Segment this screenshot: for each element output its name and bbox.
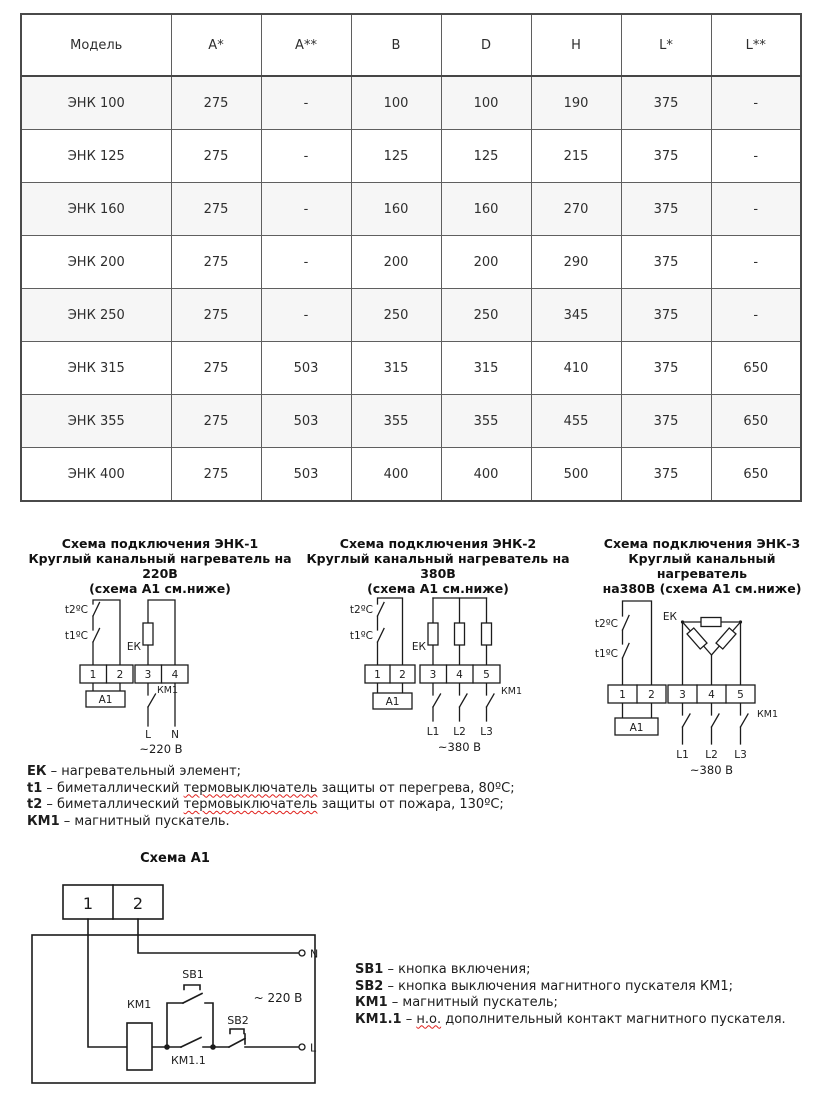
diagram3-schematic bbox=[585, 586, 820, 796]
l2-label: L2 bbox=[453, 726, 466, 738]
l1-label: L1 bbox=[426, 726, 440, 738]
table-row bbox=[21, 289, 801, 342]
thermal-switch-t1-blade bbox=[93, 629, 100, 643]
table-cell: ЭНК 315 bbox=[21, 342, 171, 395]
table-cell: 375 bbox=[621, 342, 711, 395]
legend-term: ЕК bbox=[27, 764, 47, 779]
table-cell: 290 bbox=[531, 236, 621, 289]
table-cell: 345 bbox=[531, 289, 621, 342]
t1-label: t1ºC bbox=[349, 630, 373, 642]
table-cell: 275 bbox=[171, 289, 261, 342]
table-row bbox=[21, 76, 801, 130]
table-cell: 400 bbox=[351, 448, 441, 502]
table-cell: - bbox=[711, 236, 801, 289]
legend-text: – нагревательный элемент; bbox=[50, 764, 242, 779]
legend-line bbox=[355, 979, 786, 996]
terminal-5: 5 bbox=[737, 689, 744, 701]
l3-label: L3 bbox=[734, 749, 747, 761]
schema-a1-legend bbox=[355, 962, 786, 1028]
voltage-label: ~ 220 В bbox=[253, 991, 303, 1005]
table-cell: - bbox=[711, 289, 801, 342]
a1-label: А1 bbox=[98, 694, 113, 706]
table-cell: 200 bbox=[351, 236, 441, 289]
voltage-label: ~380 В bbox=[689, 763, 734, 777]
km1-label: КМ1 bbox=[501, 686, 522, 697]
legend-term: КМ1 bbox=[27, 813, 60, 829]
legend-term: КМ1 bbox=[355, 995, 388, 1010]
diagram1-schematic bbox=[40, 586, 290, 766]
voltage-label: ~220 В bbox=[139, 742, 183, 756]
a1-label: А1 bbox=[385, 696, 400, 708]
diagram3-title-line1: Схема подключения ЭНК-3 bbox=[603, 536, 801, 551]
misspelled-word: н.о. bbox=[416, 1011, 442, 1027]
terminal-4: 4 bbox=[708, 689, 715, 701]
table-cell: 275 bbox=[171, 76, 261, 130]
l-terminal-circle bbox=[299, 1044, 305, 1050]
table-cell: 503 bbox=[261, 342, 351, 395]
sb2-label: SB2 bbox=[227, 1014, 249, 1027]
km1-coil bbox=[127, 1023, 152, 1070]
legend-text: защиты от пожара, 130ºС; bbox=[317, 797, 504, 812]
table-row bbox=[21, 448, 801, 502]
table-row bbox=[21, 342, 801, 395]
column-header: D bbox=[441, 14, 531, 76]
table-cell: ЭНК 250 bbox=[21, 289, 171, 342]
schema-a1-schematic bbox=[25, 872, 325, 1092]
terminal-2: 2 bbox=[648, 689, 655, 701]
table-row bbox=[21, 130, 801, 183]
table-cell: 200 bbox=[441, 236, 531, 289]
diagram1-title-line1: Схема подключения ЭНК-1 bbox=[61, 536, 259, 551]
misspelled-word: термовыключатель bbox=[183, 797, 318, 812]
table-cell: 650 bbox=[711, 395, 801, 448]
table-cell: - bbox=[261, 183, 351, 236]
table-cell: 375 bbox=[621, 448, 711, 502]
table-cell: 250 bbox=[441, 289, 531, 342]
column-header: A* bbox=[171, 14, 261, 76]
t1-label: t1ºC bbox=[64, 630, 88, 642]
column-header: Модель bbox=[21, 14, 171, 76]
terminal-1: 1 bbox=[619, 689, 626, 701]
table-row bbox=[21, 236, 801, 289]
voltage-label: ~380 В bbox=[437, 740, 482, 754]
l3-label: L3 bbox=[480, 726, 493, 738]
km1-label: КМ1 bbox=[157, 685, 178, 696]
legend-term: SB1 bbox=[355, 962, 384, 977]
table-row bbox=[21, 395, 801, 448]
dimensions-table bbox=[20, 13, 802, 502]
table-cell: 275 bbox=[171, 236, 261, 289]
column-header: B bbox=[351, 14, 441, 76]
table-cell: 455 bbox=[531, 395, 621, 448]
ek-label: ЕК bbox=[411, 641, 426, 653]
table-cell: ЭНК 355 bbox=[21, 395, 171, 448]
junction-dot bbox=[164, 1044, 170, 1050]
table-cell: 100 bbox=[441, 76, 531, 130]
legend-text: – магнитный пускатель. bbox=[63, 813, 230, 829]
table-cell: 355 bbox=[351, 395, 441, 448]
terminal-5: 5 bbox=[483, 669, 490, 681]
terminal-1: 1 bbox=[374, 669, 381, 681]
terminal-1: 1 bbox=[89, 669, 97, 681]
table-cell: 275 bbox=[171, 448, 261, 502]
table-cell: 355 bbox=[441, 395, 531, 448]
table-cell: 100 bbox=[351, 76, 441, 130]
terminal-3: 3 bbox=[144, 669, 152, 681]
legend-term: КМ1.1 bbox=[355, 1011, 402, 1027]
legend-line bbox=[27, 797, 515, 814]
legend-term: SB2 bbox=[355, 978, 384, 994]
table-cell: 375 bbox=[621, 76, 711, 130]
legend-text: – кнопка включения; bbox=[387, 962, 531, 977]
table-cell: 503 bbox=[261, 448, 351, 502]
km11-label: КМ1.1 bbox=[171, 1054, 206, 1067]
table-cell: 375 bbox=[621, 183, 711, 236]
column-header: H bbox=[531, 14, 621, 76]
column-header: A** bbox=[261, 14, 351, 76]
terminal-3: 3 bbox=[429, 669, 437, 681]
terminal-1: 1 bbox=[82, 894, 94, 913]
legend-line bbox=[27, 814, 515, 831]
table-cell: 503 bbox=[261, 395, 351, 448]
junction-dot bbox=[210, 1044, 216, 1050]
km1-label: КМ1 bbox=[127, 998, 152, 1011]
heater-element-ek bbox=[143, 623, 153, 645]
legend-text: дополнительный контакт магнитного пускателя. bbox=[441, 1011, 786, 1027]
table-cell: 375 bbox=[621, 236, 711, 289]
table-cell: 215 bbox=[531, 130, 621, 183]
legend-term: t2 bbox=[27, 797, 43, 812]
table-cell: 160 bbox=[441, 183, 531, 236]
t2-label: t2ºC bbox=[349, 604, 373, 616]
table-cell: 275 bbox=[171, 130, 261, 183]
table-cell: 400 bbox=[441, 448, 531, 502]
ek-label: ЕК bbox=[662, 611, 677, 623]
sb1-label: SB1 bbox=[182, 968, 204, 981]
legend-line bbox=[355, 962, 786, 979]
table-cell: 375 bbox=[621, 395, 711, 448]
table-cell: - bbox=[711, 130, 801, 183]
km1-label: КМ1 bbox=[757, 709, 778, 720]
heater-diagrams-legend bbox=[27, 764, 515, 830]
t2-label: t2ºC bbox=[64, 604, 88, 616]
diagram2-title-line2: Круглый канальный нагреватель на 380В bbox=[306, 551, 570, 581]
table-cell: 375 bbox=[621, 289, 711, 342]
table-cell: 315 bbox=[441, 342, 531, 395]
ek-label: ЕК bbox=[126, 641, 141, 653]
terminal-4: 4 bbox=[171, 669, 179, 681]
diagram1-title-line2: Круглый канальный нагреватель на 220В bbox=[28, 551, 292, 581]
table-body bbox=[21, 76, 801, 501]
terminal-2: 2 bbox=[399, 669, 406, 681]
diagram3-title-line3: на380В (схема А1 см.ниже) bbox=[602, 581, 802, 596]
legend-text: – кнопка выключения магнитного пускателя КМ1; bbox=[387, 978, 734, 994]
heater-elements-ek bbox=[428, 623, 492, 645]
table-cell: 375 bbox=[621, 130, 711, 183]
legend-text: защиты от перегрева, 80ºС; bbox=[317, 780, 515, 796]
diagram3-title-line2: Круглый канальный нагреватель bbox=[628, 551, 776, 581]
thermal-switch-t2-blade bbox=[378, 603, 385, 617]
table-cell: ЭНК 100 bbox=[21, 76, 171, 130]
l2-label: L2 bbox=[705, 749, 718, 761]
table-cell: 275 bbox=[171, 183, 261, 236]
thermal-switch-t2-blade bbox=[93, 603, 100, 617]
table-cell: - bbox=[711, 183, 801, 236]
diagram2-title-line1: Схема подключения ЭНК-2 bbox=[339, 536, 537, 551]
t2-label: t2ºC bbox=[594, 618, 618, 630]
table-row bbox=[21, 183, 801, 236]
terminal-3: 3 bbox=[679, 689, 686, 701]
column-header: L* bbox=[621, 14, 711, 76]
table-cell: 500 bbox=[531, 448, 621, 502]
terminal-2: 2 bbox=[116, 669, 124, 681]
km1-contact-blades bbox=[433, 694, 494, 707]
km1-contact-blade bbox=[148, 694, 156, 707]
table-cell: - bbox=[261, 76, 351, 130]
l-label: L bbox=[310, 1041, 317, 1055]
table-cell: 650 bbox=[711, 342, 801, 395]
legend-line bbox=[27, 764, 515, 781]
n-terminal-circle bbox=[299, 950, 305, 956]
l-label: L bbox=[145, 729, 151, 741]
terminal-4: 4 bbox=[456, 669, 463, 681]
legend-line bbox=[355, 995, 786, 1012]
table-cell: 315 bbox=[351, 342, 441, 395]
legend-term: t1 bbox=[27, 780, 43, 796]
table-cell: ЭНК 125 bbox=[21, 130, 171, 183]
table-cell: 125 bbox=[441, 130, 531, 183]
t1-label: t1ºC bbox=[594, 648, 618, 660]
thermal-switch-t2-blade bbox=[623, 616, 630, 631]
table-cell: - bbox=[261, 130, 351, 183]
table-cell: 160 bbox=[351, 183, 441, 236]
table-cell: ЭНК 200 bbox=[21, 236, 171, 289]
table-cell: 270 bbox=[531, 183, 621, 236]
km1-contact-blades bbox=[683, 714, 749, 727]
terminal-strip bbox=[63, 885, 163, 919]
n-label: N bbox=[310, 947, 319, 961]
table-cell: ЭНК 160 bbox=[21, 183, 171, 236]
table-cell: 250 bbox=[351, 289, 441, 342]
table-cell: 275 bbox=[171, 395, 261, 448]
diagram1-title-line3: (схема А1 см.ниже) bbox=[89, 581, 231, 596]
table-cell: 410 bbox=[531, 342, 621, 395]
table-cell: - bbox=[261, 236, 351, 289]
diagram2-title-line3: (схема А1 см.ниже) bbox=[367, 581, 509, 596]
schema-a1-title: Схема А1 bbox=[140, 851, 210, 866]
legend-line bbox=[27, 781, 515, 798]
table-cell: 190 bbox=[531, 76, 621, 130]
l1-label: L1 bbox=[676, 749, 689, 761]
column-header: L** bbox=[711, 14, 801, 76]
a1-label: А1 bbox=[629, 722, 644, 734]
table-cell: 125 bbox=[351, 130, 441, 183]
n-label: N bbox=[171, 729, 179, 741]
table-cell: 275 bbox=[171, 342, 261, 395]
legend-text: – биметаллический bbox=[46, 797, 184, 812]
table-header-row bbox=[21, 14, 801, 76]
legend-text: – bbox=[405, 1011, 417, 1027]
legend-line bbox=[355, 1012, 786, 1029]
table-cell: - bbox=[711, 76, 801, 130]
diagram2-schematic bbox=[335, 586, 590, 776]
table-cell: - bbox=[261, 289, 351, 342]
table-cell: 650 bbox=[711, 448, 801, 502]
terminal-2: 2 bbox=[132, 894, 144, 913]
thermal-switch-t1-blade bbox=[623, 644, 630, 659]
legend-text: – биметаллический bbox=[46, 780, 184, 796]
misspelled-word: термовыключатель bbox=[183, 780, 318, 796]
legend-text: – магнитный пускатель; bbox=[391, 995, 558, 1010]
table-cell: ЭНК 400 bbox=[21, 448, 171, 502]
thermal-switch-t1-blade bbox=[378, 629, 385, 643]
